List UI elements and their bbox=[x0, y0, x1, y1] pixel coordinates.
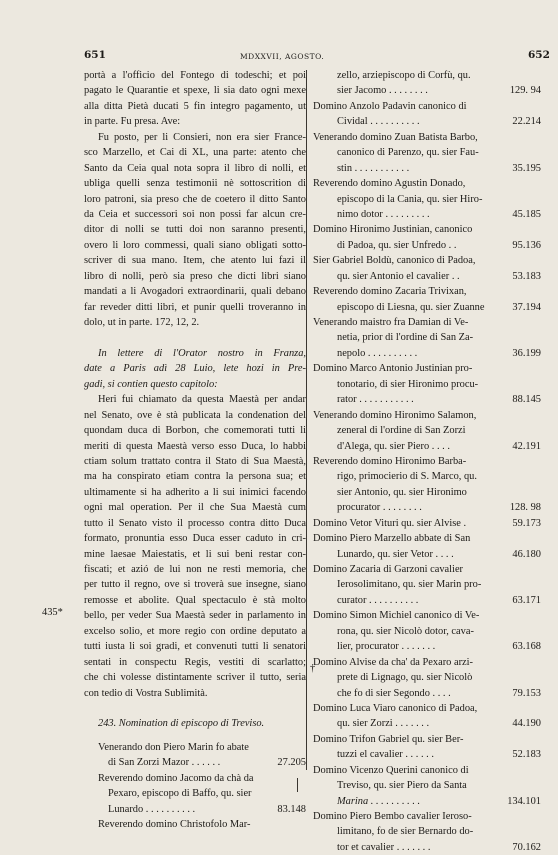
text-line: nel Senato, ove è stà publicata la condenation del bbox=[84, 409, 306, 421]
nomination-line: netia, prior di l'ordine di San Za- bbox=[337, 332, 474, 344]
nomination-line: Reverendo domino Hironimo Barba- bbox=[313, 455, 467, 467]
nomination-line: Reverendo domino Zacaria Trivixan, bbox=[313, 286, 467, 298]
nomination-line: rigo, primocierio di S. Marco, qu. bbox=[337, 471, 477, 483]
nomination-line: qu. sier Zorzi . . . . . . . 44.190 bbox=[337, 718, 541, 730]
section-title: 243. Nomination di episcopo di Treviso. bbox=[98, 718, 265, 730]
nomination-line: Sier Gabriel Boldù, canonico di Padoa, bbox=[313, 255, 476, 267]
text-line: remosse et abolite. Qual spectaculo è stà molto bbox=[84, 594, 306, 606]
letter-heading-line: gadi, si contien questo capitolo: bbox=[84, 378, 218, 390]
text-line: tutti iusta li soi gradi, et convenuti tutti li senatori bbox=[84, 641, 306, 653]
column-divider bbox=[306, 70, 307, 770]
nomination-line: zeneral di l'ordine di San Zorzi bbox=[337, 425, 466, 437]
text-line: ubliga quelli senza testimonii nè sottoscrition di bbox=[84, 178, 306, 190]
nomination-line: zello, arziepiscopo di Corfù, qu. bbox=[337, 70, 471, 81]
nomination-line: Cividal . . . . . . . . . . 22.214 bbox=[337, 116, 541, 128]
nomination-line: tuzzi el cavalier . . . . . . 52.183 bbox=[337, 749, 541, 761]
nomination-line: curator . . . . . . . . . . 63.171 bbox=[337, 594, 541, 606]
nomination-line: Domino Vetor Vituri qu. sier Alvise . 59.173 bbox=[313, 517, 541, 529]
text-line: far reveder ditti libri, et punir quelli troveranno in bbox=[84, 301, 306, 313]
page-number-right: 652 bbox=[528, 49, 550, 61]
nomination-line: rona, qu. sier Nicolò dotor, cava- bbox=[337, 625, 474, 637]
text-line: mine laesae Maiestatis, et li sui beni restar con- bbox=[84, 548, 306, 560]
spacer bbox=[84, 701, 306, 716]
nomination-line: di San Zorzi Mazor . . . . . . 27.205 bbox=[108, 757, 306, 769]
nomination-line: prete di Lignago, qu. sier Nicolò bbox=[337, 672, 473, 684]
nomination-line: sier Jacomo . . . . . . . . 129. 94 bbox=[337, 85, 541, 97]
nomination-line: Reverendo domino Agustin Donado, bbox=[313, 178, 466, 190]
nomination-line: Domino Marco Antonio Justinian pro- bbox=[313, 363, 473, 375]
nomination-line: nepolo . . . . . . . . . . 36.199 bbox=[337, 347, 541, 359]
nomination-line: limitano, fo de sier Bernardo do- bbox=[337, 826, 474, 838]
text-line: da Ceia et successori soi non possi far alcun cre- bbox=[84, 208, 306, 220]
text-line: fiscati; et azió de lui non ne resti memoria, che bbox=[84, 564, 306, 575]
margin-bar bbox=[297, 778, 298, 792]
text-line: scriver di sua mano. Item, che atento lui fazi il bbox=[84, 255, 306, 267]
text-line: in parte. Fu presa. Ave: bbox=[84, 116, 181, 128]
spacer bbox=[84, 732, 306, 740]
page-number-left: 651 bbox=[84, 49, 106, 61]
nomination-line: lier, procurator . . . . . . . 63.168 bbox=[337, 641, 541, 653]
text-line: overo li loro commessi, quali siano obligati sotto- bbox=[84, 239, 306, 251]
text-line: sco Marzello, et Cai di XL, una parte: atento che bbox=[84, 147, 306, 159]
text-line: Heri fui chiamato da questa Maestà per andar bbox=[98, 394, 306, 406]
nomination-line: rator . . . . . . . . . . . 88.145 bbox=[337, 394, 541, 406]
nomination-line: Domino Alvise da cha' da Pexaro arzi- bbox=[313, 656, 473, 668]
text-line: quondam duca di Borbon, che comemorati tutti li bbox=[84, 425, 306, 437]
nomination-line: Domino Piero Bembo cavalier Ieroso- bbox=[313, 811, 472, 822]
nomination-line: stin . . . . . . . . . . . 35.195 bbox=[337, 162, 541, 174]
right-column bbox=[313, 68, 541, 855]
spacer bbox=[84, 330, 306, 345]
text-line: pagato le Quarantie et spexe, li sia dato ogni mexe bbox=[84, 85, 306, 97]
nomination-line: Domino Hironimo Justinian, canonico bbox=[313, 224, 473, 236]
nomination-line: Domino Simon Michiel canonico di Ve- bbox=[313, 610, 480, 622]
text-line: ditor di nolli se tutti doi non saranno presenti, bbox=[84, 224, 306, 236]
nomination-line: procurator . . . . . . . . 128. 98 bbox=[337, 502, 541, 514]
nomination-line: Domino Piero Marzello abbate di San bbox=[313, 533, 471, 545]
nomination-line: canonico di Parenzo, qu. sier Fau- bbox=[337, 147, 479, 159]
nomination-line: Venerando don Piero Marin fo abate bbox=[98, 741, 249, 753]
nomination-line: Treviso, qu. sier Piero da Santa bbox=[337, 780, 467, 792]
left-column bbox=[84, 68, 306, 832]
nomination-line: Marina . . . . . . . . . . 134.101 bbox=[337, 795, 541, 807]
letter-heading-line: In lettere di l'Orator nostro in Franza, bbox=[98, 347, 306, 359]
text-line: bello, per veder Sua Maestà seder in parlamento in bbox=[84, 610, 306, 622]
nomination-line: Lunardo . . . . . . . . . . 83.148 bbox=[108, 803, 306, 815]
text-line: ctiam solum trattato contra il Stato di Sua Maestà, bbox=[84, 455, 306, 467]
text-line: meriti di questa Maestà verso esso Duca, lo habbi bbox=[84, 440, 306, 452]
nomination-line: Domino Luca Viaro canonico di Padoa, bbox=[313, 702, 478, 714]
text-line: libro di nolli, però sia preso che dicti libri siano bbox=[84, 270, 306, 282]
nomination-line: Domino Zacaria di Garzoni cavalier bbox=[313, 564, 464, 575]
text-line: ultimamente si ha adherito a li sui inimici facendo bbox=[84, 486, 306, 498]
nomination-line: qu. sier Antonio el cavalier . . 53.183 bbox=[337, 270, 541, 282]
nomination-line: Reverendo domino Jacomo da chà da bbox=[98, 772, 254, 784]
nomination-line: Ierosolimitano, qu. sier Marin pro- bbox=[337, 579, 482, 591]
nomination-line: Reverendo domino Christofolo Mar- bbox=[98, 819, 251, 830]
nomination-line: che fo di sier Segondo . . . . 79.153 bbox=[337, 687, 541, 699]
text-line: portà a l'officio del Fontego di todeschi; et poi bbox=[84, 70, 306, 81]
text-line: con tedio di Vostra Sublimità. bbox=[84, 687, 208, 699]
nomination-line: Venerando domino Hironimo Salamon, bbox=[313, 409, 477, 421]
text-line: tutto il Senato visto il processo contra ditto Duca bbox=[84, 517, 306, 529]
text-line: mandati a li Avogadori extraordinarii, quali debano bbox=[84, 286, 306, 298]
text-line: excelso solio, et more regio con ordine deputato a bbox=[84, 625, 306, 637]
text-line: Santo da Ceia qual nota sopra il libro di nolli, et bbox=[84, 162, 306, 174]
text-line: Fu posto, per li Consieri, non era sier France- bbox=[98, 131, 306, 143]
nomination-line: episcopo di Liesna, qu. sier Zuanne 37.194 bbox=[337, 301, 541, 313]
text-line: alla ditta Pietà ducati 5 fin integro pagamento, ut bbox=[84, 100, 306, 112]
nomination-line: tor et cavalier . . . . . . . 70.162 bbox=[337, 841, 541, 853]
nomination-line: Venerando maistro fra Damian di Ve- bbox=[313, 317, 469, 328]
nomination-line: Domino Anzolo Padavin canonico di bbox=[313, 100, 467, 112]
nomination-line: di Padoa, qu. sier Unfredo . . 95.136 bbox=[337, 239, 541, 251]
text-line: ogni mal operation. Per il che Sua Maestà cum bbox=[84, 502, 306, 514]
nomination-line: tonotario, di sier Hironimo procu- bbox=[337, 378, 479, 390]
nomination-line: d'Alega, qu. sier Piero . . . . 42.191 bbox=[337, 440, 541, 452]
nomination-line: Lunardo, qu. sier Vetor . . . . 46.180 bbox=[337, 548, 541, 560]
text-line: per tutto il regno, ove si troverà sue insegne, siano bbox=[84, 579, 306, 591]
text-line: dolo, ut in parte. 172, 12, 2. bbox=[84, 317, 200, 328]
nomination-line: Domino Trifon Gabriel qu. sier Ber- bbox=[313, 733, 464, 745]
letter-heading-line: date a Paris adì 28 Luio, lete hozi in Pre- bbox=[84, 363, 306, 375]
running-title: MDXXVII, AGOSTO. bbox=[240, 52, 325, 61]
margin-number: 435* bbox=[42, 607, 63, 618]
text-line: sentati in conspectu Regis, vestiti di scarlatto; bbox=[84, 656, 306, 668]
text-line: loro patroni, sia preso che de coetero il ditto Santo bbox=[84, 193, 306, 205]
nomination-line: nimo dotor . . . . . . . . . 45.185 bbox=[337, 208, 541, 220]
text-line: che chi volesse distintamente scriver il tutto, seria bbox=[84, 672, 306, 684]
nomination-line: sier Antonio, qu. sier Hironimo bbox=[337, 486, 467, 498]
dagger-mark: † bbox=[310, 663, 316, 674]
text-line: formato, pronuntia esso Duca esser caduto in cri- bbox=[84, 533, 306, 545]
nomination-line: Domino Vicenzo Querini canonico di bbox=[313, 764, 469, 776]
text-line: ma ha conspirato etiam contra la persona sua; et bbox=[84, 471, 306, 483]
nomination-line: episcopo di la Cania, qu. sier Hiro- bbox=[337, 193, 483, 205]
nomination-line: Venerando domino Zuan Batista Barbo, bbox=[313, 131, 478, 143]
nomination-line: Pexaro, episcopo di Baffo, qu. sier bbox=[108, 788, 252, 800]
